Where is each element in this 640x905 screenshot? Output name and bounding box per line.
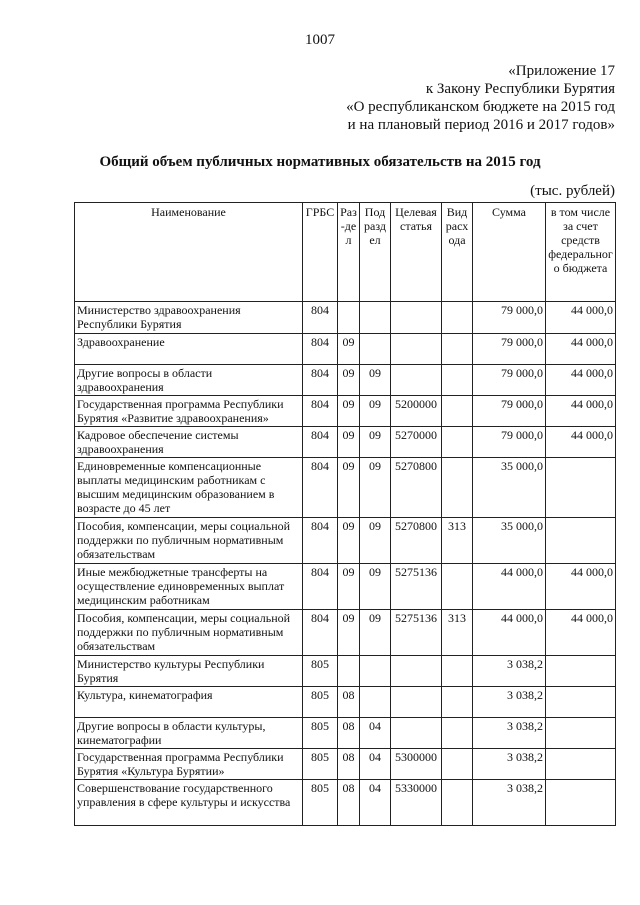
cell-target: 5330000 — [391, 780, 442, 826]
cell-razdel: 09 — [338, 458, 360, 518]
table-header-row — [75, 203, 616, 302]
cell-podrazdel: 09 — [360, 610, 391, 656]
cell-vid — [442, 427, 473, 458]
cell-vid: 313 — [442, 610, 473, 656]
table-row — [75, 610, 616, 656]
table-row — [75, 427, 616, 458]
cell-vid — [442, 656, 473, 687]
cell-razdel — [338, 656, 360, 687]
cell-razdel: 08 — [338, 780, 360, 826]
cell-podrazdel — [360, 687, 391, 718]
cell-razdel: 09 — [338, 427, 360, 458]
cell-name: Пособия, компенсации, меры социальной поддержки по публичным нормативным обязательствам — [75, 518, 303, 564]
cell-vid — [442, 687, 473, 718]
cell-sum: 35 000,0 — [473, 458, 546, 518]
table-row — [75, 302, 616, 334]
cell-razdel: 09 — [338, 396, 360, 427]
cell-target: 5270800 — [391, 458, 442, 518]
cell-grbs: 804 — [303, 302, 338, 334]
cell-vid: 313 — [442, 518, 473, 564]
table-row — [75, 334, 616, 365]
cell-grbs: 805 — [303, 718, 338, 749]
cell-name: Кадровое обеспечение системы здравоохранения — [75, 427, 303, 458]
cell-grbs: 804 — [303, 427, 338, 458]
cell-name: Здравоохранение — [75, 334, 303, 365]
cell-vid — [442, 718, 473, 749]
cell-sum: 3 038,2 — [473, 749, 546, 780]
cell-sum: 79 000,0 — [473, 302, 546, 334]
cell-federal — [546, 518, 616, 564]
cell-podrazdel — [360, 302, 391, 334]
cell-vid — [442, 749, 473, 780]
cell-target: 5200000 — [391, 396, 442, 427]
cell-podrazdel — [360, 656, 391, 687]
cell-grbs: 804 — [303, 396, 338, 427]
cell-target — [391, 656, 442, 687]
cell-razdel — [338, 302, 360, 334]
cell-grbs: 805 — [303, 656, 338, 687]
cell-federal: 44 000,0 — [546, 427, 616, 458]
cell-podrazdel: 09 — [360, 458, 391, 518]
cell-vid — [442, 334, 473, 365]
cell-grbs: 805 — [303, 749, 338, 780]
cell-vid — [442, 458, 473, 518]
table-row — [75, 365, 616, 396]
cell-grbs: 804 — [303, 458, 338, 518]
cell-sum: 44 000,0 — [473, 610, 546, 656]
cell-name: Иные межбюджетные трансферты на осуществление единовременных выплат медицинским работникам — [75, 564, 303, 610]
cell-razdel: 08 — [338, 687, 360, 718]
cell-target — [391, 718, 442, 749]
cell-razdel: 09 — [338, 365, 360, 396]
cell-target: 5275136 — [391, 564, 442, 610]
cell-target: 5270800 — [391, 518, 442, 564]
cell-grbs: 804 — [303, 610, 338, 656]
cell-target — [391, 365, 442, 396]
cell-grbs: 805 — [303, 687, 338, 718]
cell-target: 5300000 — [391, 749, 442, 780]
cell-podrazdel: 04 — [360, 780, 391, 826]
cell-sum: 3 038,2 — [473, 687, 546, 718]
cell-federal — [546, 687, 616, 718]
appendix-line: и на плановый период 2016 и 2017 годов» — [347, 117, 615, 133]
table-row — [75, 718, 616, 749]
appendix-header — [346, 62, 615, 134]
cell-razdel: 09 — [338, 564, 360, 610]
cell-target — [391, 334, 442, 365]
cell-sum: 3 038,2 — [473, 780, 546, 826]
cell-name: Совершенствование государственного управления в сфере культуры и искусства — [75, 780, 303, 826]
cell-federal: 44 000,0 — [546, 302, 616, 334]
header-podrazdel: Подраздел — [360, 203, 391, 302]
cell-federal: 44 000,0 — [546, 396, 616, 427]
table-row — [75, 780, 616, 826]
appendix-line: «О республиканском бюджете на 2015 год — [346, 99, 615, 115]
cell-grbs: 804 — [303, 518, 338, 564]
cell-razdel: 09 — [338, 518, 360, 564]
cell-sum: 79 000,0 — [473, 427, 546, 458]
cell-name: Единовременные компенсационные выплаты медицинским работникам с высшим медицинским образованием в возрасте до 45 лет — [75, 458, 303, 518]
cell-target: 5275136 — [391, 610, 442, 656]
table-row — [75, 687, 616, 718]
table-row — [75, 396, 616, 427]
cell-vid — [442, 780, 473, 826]
cell-federal — [546, 656, 616, 687]
cell-target — [391, 687, 442, 718]
table-row — [75, 749, 616, 780]
cell-name: Государственная программа Республики Бурятия «Культура Бурятии» — [75, 749, 303, 780]
cell-podrazdel — [360, 334, 391, 365]
page-number: 1007 — [305, 32, 335, 48]
header-target: Целевая статья — [391, 203, 442, 302]
cell-grbs: 804 — [303, 334, 338, 365]
cell-sum: 3 038,2 — [473, 718, 546, 749]
header-vid: Вид расхода — [442, 203, 473, 302]
cell-target — [391, 302, 442, 334]
cell-grbs: 804 — [303, 564, 338, 610]
cell-federal: 44 000,0 — [546, 564, 616, 610]
header-sum: Сумма — [473, 203, 546, 302]
header-name: Наименование — [75, 203, 303, 302]
cell-razdel: 09 — [338, 334, 360, 365]
header-federal: в том числе за счет средств федерального бюджета — [546, 203, 616, 302]
document-title: Общий объем публичных нормативных обязательств на 2015 год — [99, 154, 541, 170]
units-label: (тыс. рублей) — [530, 183, 615, 199]
cell-name: Государственная программа Республики Бурятия «Развитие здравоохранения» — [75, 396, 303, 427]
cell-federal: 44 000,0 — [546, 365, 616, 396]
header-grbs: ГРБС — [303, 203, 338, 302]
cell-vid — [442, 396, 473, 427]
cell-name: Культура, кинематография — [75, 687, 303, 718]
cell-podrazdel: 04 — [360, 718, 391, 749]
cell-razdel: 08 — [338, 718, 360, 749]
cell-vid — [442, 365, 473, 396]
cell-target: 5270000 — [391, 427, 442, 458]
cell-vid — [442, 302, 473, 334]
cell-sum: 79 000,0 — [473, 334, 546, 365]
cell-grbs: 804 — [303, 365, 338, 396]
cell-grbs: 805 — [303, 780, 338, 826]
cell-sum: 79 000,0 — [473, 365, 546, 396]
cell-name: Пособия, компенсации, меры социальной поддержки по публичным нормативным обязательствам — [75, 610, 303, 656]
cell-federal: 44 000,0 — [546, 610, 616, 656]
cell-podrazdel: 09 — [360, 365, 391, 396]
cell-federal — [546, 780, 616, 826]
table-row — [75, 518, 616, 564]
cell-podrazdel: 09 — [360, 518, 391, 564]
table-body — [75, 302, 616, 826]
cell-sum: 44 000,0 — [473, 564, 546, 610]
appendix-line: «Приложение 17 — [508, 63, 615, 79]
cell-sum: 35 000,0 — [473, 518, 546, 564]
cell-podrazdel: 04 — [360, 749, 391, 780]
cell-razdel: 09 — [338, 610, 360, 656]
table-row — [75, 564, 616, 610]
cell-name: Другие вопросы в области культуры, кинематографии — [75, 718, 303, 749]
cell-federal: 44 000,0 — [546, 334, 616, 365]
appendix-line: к Закону Республики Бурятия — [425, 81, 615, 97]
cell-name: Другие вопросы в области здравоохранения — [75, 365, 303, 396]
table-row — [75, 458, 616, 518]
cell-federal — [546, 749, 616, 780]
cell-sum: 79 000,0 — [473, 396, 546, 427]
table-row — [75, 656, 616, 687]
obligations-table — [74, 202, 616, 826]
cell-sum: 3 038,2 — [473, 656, 546, 687]
cell-podrazdel: 09 — [360, 427, 391, 458]
cell-name: Министерство культуры Республики Бурятия — [75, 656, 303, 687]
header-razdel: Раз-дел — [338, 203, 360, 302]
cell-vid — [442, 564, 473, 610]
cell-federal — [546, 458, 616, 518]
cell-podrazdel: 09 — [360, 396, 391, 427]
cell-name: Министерство здравоохранения Республики Бурятия — [75, 302, 303, 334]
cell-razdel: 08 — [338, 749, 360, 780]
cell-federal — [546, 718, 616, 749]
cell-podrazdel: 09 — [360, 564, 391, 610]
